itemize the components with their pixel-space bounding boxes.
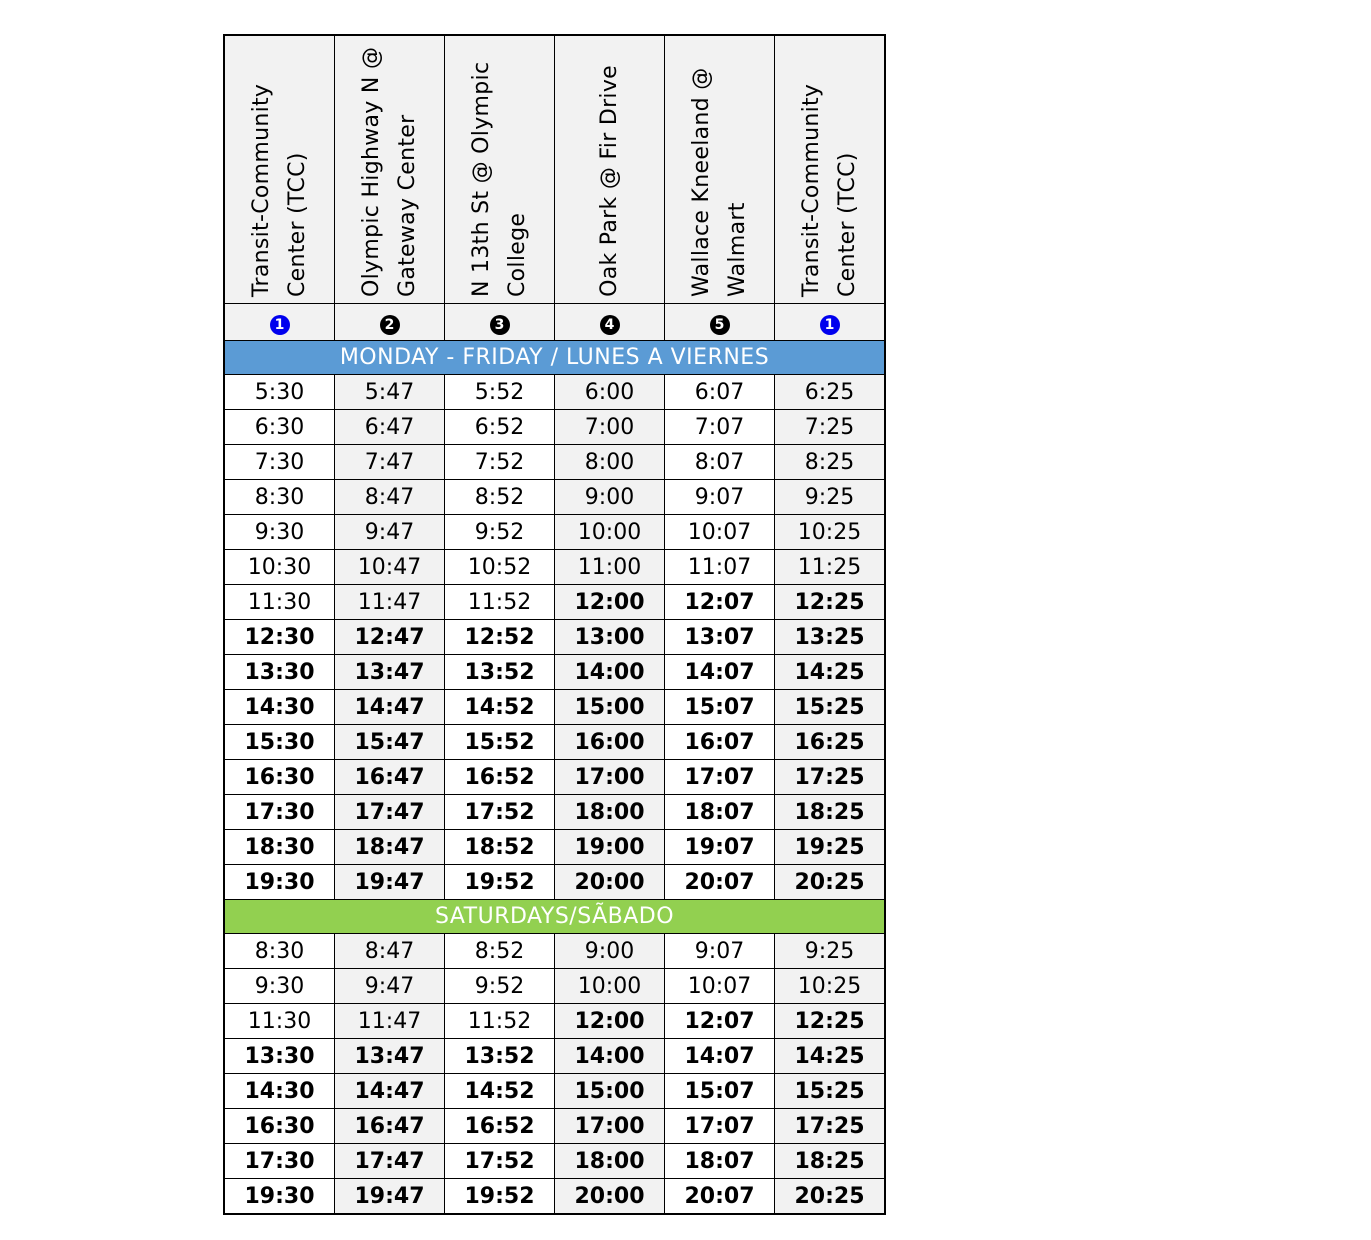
- stop-number-badge: 5: [710, 315, 730, 335]
- time-cell: 14:00: [555, 1039, 665, 1074]
- section-title: MONDAY - FRIDAY / LUNES A VIERNES: [224, 341, 885, 375]
- time-cell: 8:25: [775, 445, 886, 480]
- section-title: SATURDAYS/SÃBADO: [224, 900, 885, 934]
- time-row: [224, 655, 885, 690]
- time-cell: 11:30: [224, 1004, 335, 1039]
- stop-name: N 13th St @ Olympic College: [468, 61, 530, 297]
- time-cell: 9:30: [224, 969, 335, 1004]
- time-row: [224, 1144, 885, 1179]
- time-cell: 16:30: [224, 760, 335, 795]
- stop-header-row: [224, 35, 885, 304]
- time-cell: 20:00: [555, 865, 665, 900]
- time-cell: 9:30: [224, 515, 335, 550]
- time-row: [224, 865, 885, 900]
- time-cell: 20:00: [555, 1179, 665, 1215]
- time-cell: 19:30: [224, 1179, 335, 1215]
- time-cell: 18:07: [665, 795, 775, 830]
- time-cell: 16:47: [335, 1109, 445, 1144]
- time-cell: 17:25: [775, 1109, 886, 1144]
- time-cell: 16:07: [665, 725, 775, 760]
- time-cell: 14:30: [224, 1074, 335, 1109]
- stop-header: [775, 35, 886, 304]
- time-cell: 12:00: [555, 585, 665, 620]
- time-cell: 12:52: [445, 620, 555, 655]
- time-cell: 16:00: [555, 725, 665, 760]
- time-cell: 11:47: [335, 585, 445, 620]
- time-cell: 12:25: [775, 1004, 886, 1039]
- time-cell: 7:47: [335, 445, 445, 480]
- stop-name: Oak Park @ Fir Drive: [596, 65, 622, 297]
- stop-number-cell: [555, 304, 665, 341]
- time-row: [224, 1109, 885, 1144]
- time-cell: 15:47: [335, 725, 445, 760]
- time-row: [224, 795, 885, 830]
- time-row: [224, 934, 885, 969]
- time-row: [224, 1074, 885, 1109]
- time-cell: 13:00: [555, 620, 665, 655]
- stop-number-cell: [775, 304, 886, 341]
- time-row: [224, 1039, 885, 1074]
- time-row: [224, 445, 885, 480]
- time-cell: 17:30: [224, 1144, 335, 1179]
- time-cell: 8:07: [665, 445, 775, 480]
- time-row: [224, 550, 885, 585]
- time-cell: 15:30: [224, 725, 335, 760]
- stop-header: [555, 35, 665, 304]
- time-cell: 10:00: [555, 515, 665, 550]
- time-cell: 19:30: [224, 865, 335, 900]
- time-cell: 14:25: [775, 655, 886, 690]
- time-cell: 9:00: [555, 934, 665, 969]
- time-cell: 9:25: [775, 934, 886, 969]
- time-cell: 10:00: [555, 969, 665, 1004]
- time-cell: 9:47: [335, 515, 445, 550]
- time-cell: 9:25: [775, 480, 886, 515]
- stop-number-cell: [665, 304, 775, 341]
- time-cell: 14:52: [445, 690, 555, 725]
- time-cell: 16:25: [775, 725, 886, 760]
- time-cell: 13:47: [335, 1039, 445, 1074]
- time-cell: 12:07: [665, 1004, 775, 1039]
- time-cell: 20:25: [775, 865, 886, 900]
- time-cell: 13:30: [224, 1039, 335, 1074]
- time-row: [224, 410, 885, 445]
- time-cell: 18:25: [775, 1144, 886, 1179]
- time-cell: 7:00: [555, 410, 665, 445]
- time-cell: 18:07: [665, 1144, 775, 1179]
- time-cell: 20:25: [775, 1179, 886, 1215]
- time-cell: 16:47: [335, 760, 445, 795]
- time-cell: 16:52: [445, 760, 555, 795]
- time-cell: 9:07: [665, 480, 775, 515]
- stop-number-row: [224, 304, 885, 341]
- time-cell: 20:07: [665, 865, 775, 900]
- time-cell: 18:00: [555, 795, 665, 830]
- time-cell: 12:25: [775, 585, 886, 620]
- time-cell: 10:30: [224, 550, 335, 585]
- time-cell: 11:30: [224, 585, 335, 620]
- time-cell: 18:00: [555, 1144, 665, 1179]
- time-cell: 19:47: [335, 865, 445, 900]
- time-cell: 19:00: [555, 830, 665, 865]
- time-row: [224, 1004, 885, 1039]
- stop-name: Transit-Community Center (TCC): [248, 83, 310, 297]
- time-cell: 17:52: [445, 795, 555, 830]
- time-cell: 7:30: [224, 445, 335, 480]
- stop-number-badge: 1: [270, 315, 290, 335]
- time-cell: 15:00: [555, 690, 665, 725]
- time-cell: 10:07: [665, 969, 775, 1004]
- time-cell: 11:00: [555, 550, 665, 585]
- time-cell: 15:07: [665, 690, 775, 725]
- time-cell: 12:00: [555, 1004, 665, 1039]
- time-cell: 9:52: [445, 515, 555, 550]
- stop-number-badge: 4: [600, 315, 620, 335]
- stop-number-cell: [224, 304, 335, 341]
- time-cell: 18:47: [335, 830, 445, 865]
- time-cell: 13:25: [775, 620, 886, 655]
- stop-name: Transit-Community Center (TCC): [798, 83, 860, 297]
- time-cell: 10:25: [775, 515, 886, 550]
- time-cell: 13:52: [445, 655, 555, 690]
- time-cell: 14:07: [665, 1039, 775, 1074]
- time-cell: 10:52: [445, 550, 555, 585]
- time-cell: 17:00: [555, 1109, 665, 1144]
- time-cell: 18:25: [775, 795, 886, 830]
- time-cell: 20:07: [665, 1179, 775, 1215]
- time-cell: 10:47: [335, 550, 445, 585]
- time-cell: 5:52: [445, 375, 555, 410]
- stop-header: [335, 35, 445, 304]
- time-cell: 11:52: [445, 585, 555, 620]
- time-cell: 6:07: [665, 375, 775, 410]
- time-cell: 11:52: [445, 1004, 555, 1039]
- time-cell: 11:25: [775, 550, 886, 585]
- stop-name: Olympic Highway N @ Gateway Center: [358, 46, 420, 297]
- time-cell: 8:47: [335, 480, 445, 515]
- time-cell: 19:52: [445, 865, 555, 900]
- stop-number-badge: 3: [490, 315, 510, 335]
- time-cell: 8:52: [445, 480, 555, 515]
- time-cell: 14:47: [335, 1074, 445, 1109]
- time-cell: 11:47: [335, 1004, 445, 1039]
- time-cell: 7:25: [775, 410, 886, 445]
- time-cell: 6:47: [335, 410, 445, 445]
- time-cell: 14:00: [555, 655, 665, 690]
- time-cell: 7:52: [445, 445, 555, 480]
- time-cell: 10:07: [665, 515, 775, 550]
- time-cell: 6:30: [224, 410, 335, 445]
- time-cell: 13:30: [224, 655, 335, 690]
- time-cell: 9:07: [665, 934, 775, 969]
- time-cell: 8:47: [335, 934, 445, 969]
- stop-number-cell: [335, 304, 445, 341]
- time-cell: 14:07: [665, 655, 775, 690]
- time-cell: 17:25: [775, 760, 886, 795]
- stop-name: Wallace Kneeland @ Walmart: [688, 67, 750, 297]
- time-cell: 16:52: [445, 1109, 555, 1144]
- time-cell: 5:30: [224, 375, 335, 410]
- section-header-row: [224, 900, 885, 934]
- time-cell: 6:25: [775, 375, 886, 410]
- time-cell: 19:07: [665, 830, 775, 865]
- time-cell: 15:25: [775, 1074, 886, 1109]
- time-cell: 8:52: [445, 934, 555, 969]
- time-cell: 18:30: [224, 830, 335, 865]
- time-cell: 6:52: [445, 410, 555, 445]
- time-cell: 19:47: [335, 1179, 445, 1215]
- time-cell: 7:07: [665, 410, 775, 445]
- time-cell: 17:07: [665, 760, 775, 795]
- time-row: [224, 585, 885, 620]
- time-cell: 17:00: [555, 760, 665, 795]
- time-row: [224, 760, 885, 795]
- time-cell: 12:47: [335, 620, 445, 655]
- time-row: [224, 480, 885, 515]
- time-cell: 14:52: [445, 1074, 555, 1109]
- time-row: [224, 725, 885, 760]
- time-cell: 13:52: [445, 1039, 555, 1074]
- time-cell: 5:47: [335, 375, 445, 410]
- time-cell: 9:47: [335, 969, 445, 1004]
- time-cell: 13:07: [665, 620, 775, 655]
- time-row: [224, 375, 885, 410]
- time-row: [224, 969, 885, 1004]
- time-row: [224, 515, 885, 550]
- stop-number-badge: 2: [380, 315, 400, 335]
- time-row: [224, 690, 885, 725]
- schedule-table: [223, 34, 886, 1215]
- time-cell: 13:47: [335, 655, 445, 690]
- time-row: [224, 830, 885, 865]
- time-cell: 17:07: [665, 1109, 775, 1144]
- time-cell: 8:00: [555, 445, 665, 480]
- time-cell: 11:07: [665, 550, 775, 585]
- time-cell: 14:47: [335, 690, 445, 725]
- time-cell: 16:30: [224, 1109, 335, 1144]
- time-cell: 18:52: [445, 830, 555, 865]
- time-cell: 9:52: [445, 969, 555, 1004]
- time-cell: 17:30: [224, 795, 335, 830]
- time-cell: 15:25: [775, 690, 886, 725]
- stop-number-cell: [445, 304, 555, 341]
- time-cell: 19:25: [775, 830, 886, 865]
- schedule-body: [224, 35, 885, 1214]
- section-header-row: [224, 341, 885, 375]
- time-cell: 17:47: [335, 1144, 445, 1179]
- stop-header: [665, 35, 775, 304]
- time-cell: 14:30: [224, 690, 335, 725]
- time-cell: 6:00: [555, 375, 665, 410]
- time-cell: 9:00: [555, 480, 665, 515]
- time-row: [224, 1179, 885, 1215]
- time-row: [224, 620, 885, 655]
- time-cell: 12:07: [665, 585, 775, 620]
- time-cell: 12:30: [224, 620, 335, 655]
- stop-header: [445, 35, 555, 304]
- time-cell: 15:52: [445, 725, 555, 760]
- time-cell: 17:47: [335, 795, 445, 830]
- time-cell: 8:30: [224, 480, 335, 515]
- time-cell: 14:25: [775, 1039, 886, 1074]
- time-cell: 15:00: [555, 1074, 665, 1109]
- stop-header: [224, 35, 335, 304]
- time-cell: 19:52: [445, 1179, 555, 1215]
- time-cell: 15:07: [665, 1074, 775, 1109]
- stop-number-badge: 1: [820, 315, 840, 335]
- time-cell: 10:25: [775, 969, 886, 1004]
- time-cell: 17:52: [445, 1144, 555, 1179]
- time-cell: 8:30: [224, 934, 335, 969]
